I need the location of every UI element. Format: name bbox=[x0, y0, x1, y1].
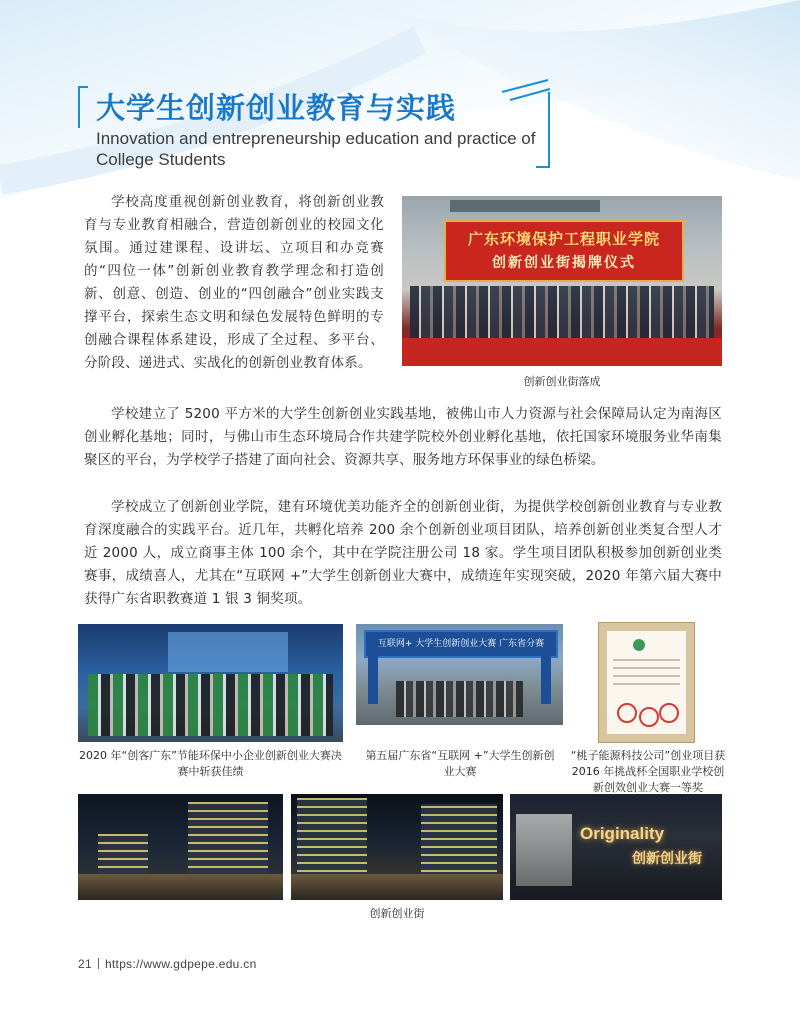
group-of-people bbox=[396, 681, 523, 717]
building bbox=[98, 834, 148, 874]
building-sign bbox=[450, 200, 600, 212]
paragraph-1: 学校高度重视创新创业教育，将创新创业教育与专业教育相融合，营造创新创业的校园文化氛围。通过建课程、设讲坛、立项目和办竞赛的“四位一体”创新创业教育教学理念和打造创新、创意、创造、创业的“四创融合”创业实践支撑平台，探索生态文明和绿色发展特色鲜明的专创融合课程体系建设，形成了全过程、多平台、分阶段、递进式、实战化的创新创业教育体系。 bbox=[84, 194, 384, 371]
photo-street-night-1 bbox=[78, 794, 283, 900]
photo-arch bbox=[356, 624, 563, 725]
caption-award: 2020 年“创客广东”节能环保中小企业创新创业大赛决赛中斩获佳绩 bbox=[79, 749, 342, 778]
certificate-text-line bbox=[613, 667, 680, 669]
caption-street: 创新创业街 bbox=[369, 907, 425, 920]
seal-icon bbox=[617, 703, 637, 723]
page-subtitle-en: Innovation and entrepreneurship education and practice of College Students bbox=[96, 129, 536, 169]
certificate-text-line bbox=[613, 675, 680, 677]
title-deco-lines bbox=[500, 78, 552, 102]
photo-award bbox=[78, 624, 343, 742]
page-footer bbox=[78, 957, 257, 971]
certificate-text-line bbox=[613, 659, 680, 661]
sign-cn: 创新创业街 bbox=[632, 851, 702, 867]
banner-line-1: 广东环境保护工程职业学院 bbox=[467, 230, 660, 248]
building bbox=[297, 798, 367, 878]
banner-line-2: 创新创业街揭牌仪式 bbox=[492, 255, 636, 271]
group-of-people bbox=[88, 674, 333, 736]
group-of-people bbox=[410, 286, 714, 338]
arch-text: 互联网+ 大学生创新创业大赛 广东省分赛 bbox=[377, 639, 545, 649]
photo-street-night-2 bbox=[291, 794, 503, 900]
photo-street-sign bbox=[510, 794, 722, 900]
seal-icon bbox=[639, 707, 659, 727]
building bbox=[188, 802, 268, 874]
street bbox=[291, 874, 503, 900]
caption-ceremony: 创新创业街落成 bbox=[523, 375, 601, 388]
caption-arch: 第五届广东省“互联网 +”大学生创新创业大赛 bbox=[365, 749, 555, 778]
title-frame-right bbox=[536, 92, 550, 168]
ceremony-banner bbox=[444, 220, 684, 282]
title-frame-left bbox=[78, 86, 88, 128]
stage-screen bbox=[168, 632, 288, 672]
competition-arch bbox=[364, 630, 558, 658]
arch-pillar-left bbox=[368, 654, 378, 704]
arch-pillar-right bbox=[541, 654, 551, 704]
photo-ceremony bbox=[402, 196, 722, 366]
caption-certificate: “桃子能源科技公司”创业项目获 2016 年挑战杯全国职业学校创新创效创业大赛一等奖 bbox=[570, 749, 726, 794]
photo-certificate bbox=[598, 622, 695, 743]
paragraph-2: 学校建立了 5200 平方米的大学生创新创业实践基地，被佛山市人力资源与社会保障局认定为南海区创业孵化基地；同时，与佛山市生态环境局合作共建学院校外创业孵化基地，依托国家环境服务业华南集聚区的平台，为学校学子搭建了面向社会、资源共享、服务地方环保事业的绿色桥梁。 bbox=[84, 406, 722, 468]
paragraph-3: 学校成立了创新创业学院，建有环境优美功能齐全的创新创业街，为提供学校创新创业教育与专业教育深度融合的实践平台。近几年，共孵化培养 200 余个创新创业项目团队，培养创新创业类复合型人才近 2000 人，成立商事主体 100 余个，其中在学院注册公司 18 家。学生项目团队积极参加创新创业类赛事，成绩喜人，尤其在“互联网 +”大学生创新创业大赛中，成绩连年实现突破，2020 年第六届大赛中获得广东省职教赛道 1 银 3 铜奖项。 bbox=[84, 499, 722, 607]
certificate-logo-icon bbox=[633, 639, 645, 651]
seal-icon bbox=[659, 703, 679, 723]
building bbox=[421, 804, 497, 878]
red-carpet bbox=[402, 338, 722, 366]
footer-url[interactable]: https://www.gdpepe.edu.cn bbox=[104, 957, 257, 971]
street bbox=[78, 874, 283, 900]
sign-originality: Originality bbox=[580, 824, 665, 843]
footer-separator bbox=[98, 958, 99, 969]
certificate-text-line bbox=[613, 683, 680, 685]
page-number: 21 bbox=[78, 957, 92, 971]
storefront bbox=[516, 814, 572, 886]
page-title: 大学生创新创业教育与实践 bbox=[96, 91, 457, 125]
